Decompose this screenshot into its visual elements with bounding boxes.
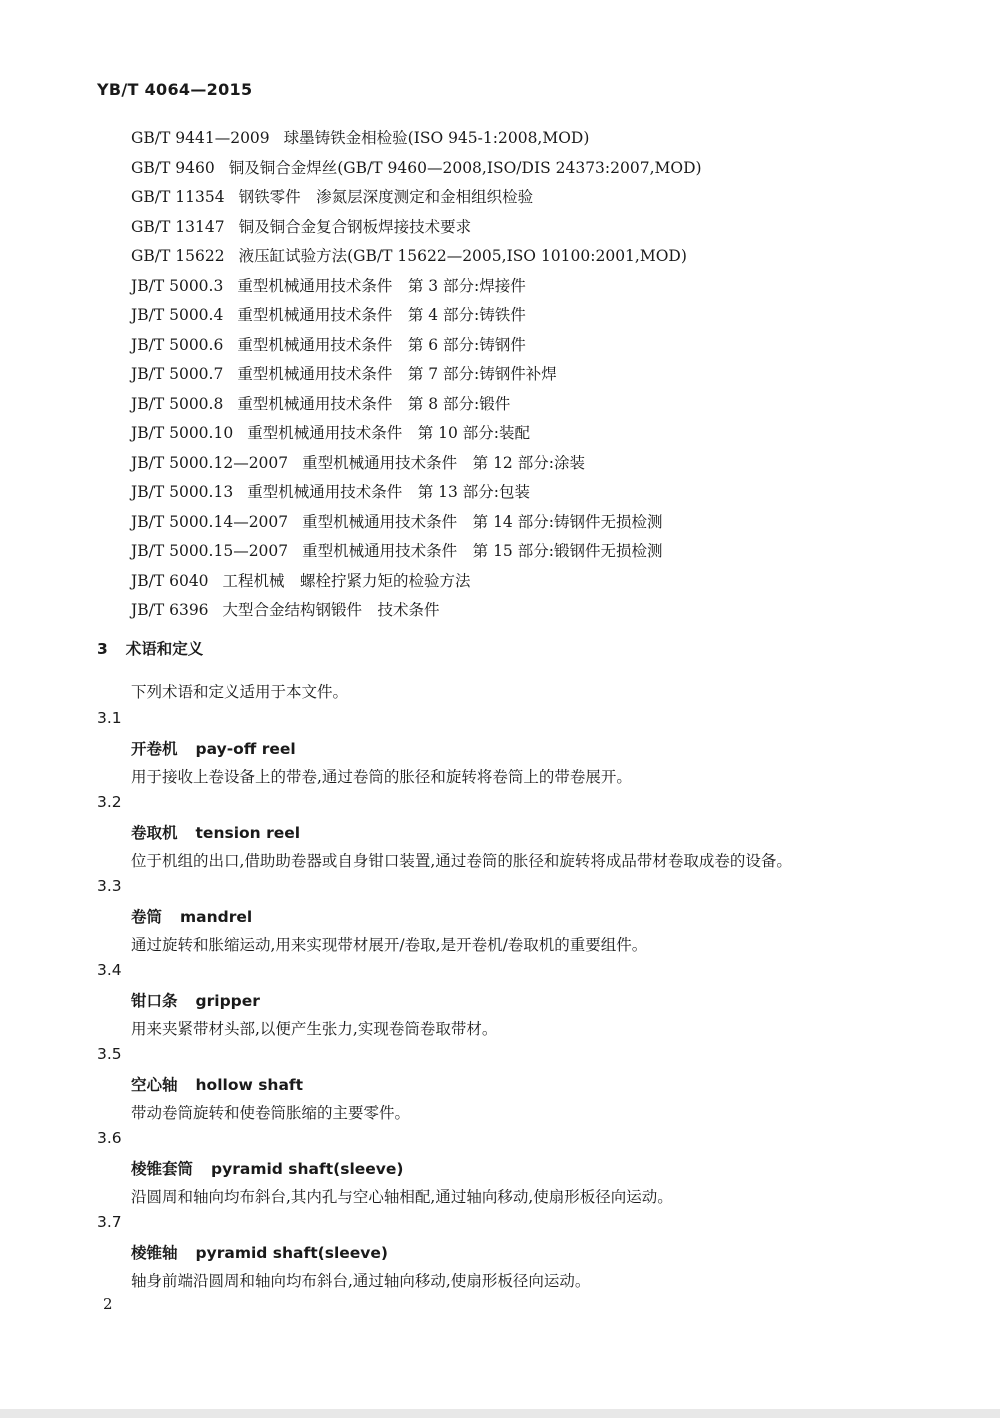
reference-title: 重型机械通用技术条件 第 15 部分:锻钢件无损检测 — [302, 542, 663, 560]
reference-item — [131, 154, 971, 184]
term-number: 3.5 — [97, 1045, 122, 1063]
term-definition: 带动卷筒旋转和使卷筒胀缩的主要零件。 — [131, 1104, 411, 1122]
term-name — [131, 1073, 303, 1095]
term-zh: 空心轴 — [131, 1076, 178, 1094]
section-title: 术语和定义 — [125, 640, 204, 658]
reference-title: 铜及铜合金焊丝(GB/T 9460—2008,ISO/DIS 24373:2007,MOD) — [228, 158, 702, 177]
term-entry — [97, 1213, 967, 1297]
term-number: 3.6 — [97, 1129, 122, 1147]
reference-code: GB/T 9441—2009 — [131, 129, 270, 147]
term-name — [131, 737, 296, 759]
reference-item — [131, 390, 971, 420]
term-zh: 棱锥套筒 — [131, 1160, 194, 1178]
term-en: tension reel — [195, 824, 301, 842]
term-en: hollow shaft — [195, 1076, 304, 1094]
reference-title: 钢铁零件 渗氮层深度测定和金相组织检验 — [238, 188, 534, 206]
reference-item — [131, 272, 971, 302]
term-zh: 卷筒 — [131, 908, 163, 926]
reference-title: 重型机械通用技术条件 第 3 部分:焊接件 — [237, 276, 526, 295]
term-entry — [97, 793, 967, 877]
reference-item — [131, 242, 971, 272]
term-entry — [97, 709, 967, 793]
reference-item — [131, 449, 971, 479]
reference-item — [131, 360, 971, 390]
reference-code: JB/T 5000.8 — [131, 394, 224, 413]
reference-title: 工程机械 螺栓拧紧力矩的检验方法 — [222, 571, 471, 590]
terms-list — [97, 709, 967, 1297]
reference-code: JB/T 5000.7 — [131, 365, 224, 383]
reference-code: JB/T 5000.3 — [131, 276, 224, 295]
reference-code: JB/T 5000.10 — [131, 424, 234, 442]
term-entry — [97, 1129, 967, 1213]
term-number: 3.1 — [97, 709, 122, 727]
reference-title: 重型机械通用技术条件 第 7 部分:铸钢件补焊 — [237, 365, 557, 383]
reference-item — [131, 567, 971, 597]
reference-title: 重型机械通用技术条件 第 14 部分:铸钢件无损检测 — [302, 512, 663, 531]
term-number: 3.3 — [97, 877, 122, 895]
term-number: 3.4 — [97, 961, 122, 979]
reference-title: 液压缸试验方法(GB/T 15622—2005,ISO 10100:2001,MOD) — [238, 247, 687, 265]
term-name — [131, 1241, 388, 1263]
term-entry — [97, 877, 967, 961]
bottom-edge-strip — [0, 1409, 1000, 1418]
reference-code: JB/T 6396 — [131, 601, 209, 619]
normative-references-list — [131, 124, 971, 626]
reference-title: 重型机械通用技术条件 第 12 部分:涂装 — [302, 453, 585, 472]
reference-code: JB/T 5000.13 — [131, 483, 234, 501]
term-definition: 位于机组的出口,借助助卷器或自身钳口装置,通过卷筒的胀径和旋转将成品带材卷取成卷的设备。 — [131, 852, 792, 870]
reference-title: 重型机械通用技术条件 第 6 部分:铸钢件 — [237, 335, 526, 354]
page-number: 2 — [103, 1295, 113, 1313]
reference-item — [131, 537, 971, 567]
reference-item — [131, 301, 971, 331]
term-definition: 通过旋转和胀缩运动,用来实现带材展开/卷取,是开卷机/卷取机的重要组件。 — [131, 936, 648, 954]
term-en: pay-off reel — [195, 740, 296, 758]
reference-title: 铜及铜合金复合钢板焊接技术要求 — [238, 217, 472, 236]
reference-code: JB/T 6040 — [131, 571, 209, 590]
term-en: gripper — [195, 992, 260, 1010]
reference-code: JB/T 5000.15—2007 — [131, 542, 289, 560]
term-zh: 钳口条 — [131, 992, 178, 1010]
term-number: 3.2 — [97, 793, 122, 811]
reference-title: 重型机械通用技术条件 第 13 部分:包装 — [247, 483, 531, 501]
term-name — [131, 1157, 404, 1179]
reference-code: JB/T 5000.6 — [131, 335, 224, 354]
term-definition: 用来夹紧带材头部,以便产生张力,实现卷筒卷取带材。 — [131, 1020, 498, 1038]
reference-item — [131, 596, 971, 626]
reference-code: JB/T 5000.12—2007 — [131, 453, 289, 472]
term-en: pyramid shaft(sleeve) — [211, 1160, 404, 1178]
reference-title: 重型机械通用技术条件 第 10 部分:装配 — [247, 424, 531, 442]
reference-item — [131, 183, 971, 213]
term-name — [131, 821, 300, 843]
reference-title: 重型机械通用技术条件 第 4 部分:铸铁件 — [237, 306, 526, 324]
reference-title: 大型合金结构钢锻件 技术条件 — [222, 601, 440, 619]
reference-item — [131, 508, 971, 538]
term-name — [131, 905, 252, 927]
term-zh: 卷取机 — [131, 824, 178, 842]
reference-item — [131, 331, 971, 361]
term-en: pyramid shaft(sleeve) — [195, 1244, 388, 1262]
term-entry — [97, 961, 967, 1045]
reference-code: GB/T 11354 — [131, 188, 225, 206]
reference-item — [131, 478, 971, 508]
reference-code: GB/T 9460 — [131, 158, 215, 177]
section-heading — [97, 637, 203, 659]
term-zh: 开卷机 — [131, 740, 178, 758]
standard-code-header: YB/T 4064—2015 — [97, 80, 253, 99]
term-definition: 轴身前端沿圆周和轴向均布斜台,通过轴向移动,使扇形板径向运动。 — [131, 1272, 591, 1290]
term-name — [131, 989, 260, 1011]
term-number: 3.7 — [97, 1213, 122, 1231]
reference-item — [131, 213, 971, 243]
reference-code: JB/T 5000.4 — [131, 306, 224, 324]
term-definition: 用于接收上卷设备上的带卷,通过卷筒的胀径和旋转将卷筒上的带卷展开。 — [131, 768, 632, 786]
term-entry — [97, 1045, 967, 1129]
term-definition: 沿圆周和轴向均布斜台,其内孔与空心轴相配,通过轴向移动,使扇形板径向运动。 — [131, 1188, 673, 1206]
reference-code: JB/T 5000.14—2007 — [131, 512, 289, 531]
reference-item — [131, 124, 971, 154]
section-intro: 下列术语和定义适用于本文件。 — [131, 683, 349, 701]
term-zh: 棱锥轴 — [131, 1244, 178, 1262]
reference-code: GB/T 15622 — [131, 247, 225, 265]
reference-title: 重型机械通用技术条件 第 8 部分:锻件 — [237, 394, 511, 413]
reference-item — [131, 419, 971, 449]
term-en: mandrel — [180, 908, 253, 926]
section-number: 3 — [97, 640, 108, 658]
reference-title: 球墨铸铁金相检验(ISO 945-1:2008,MOD) — [283, 129, 590, 147]
reference-code: GB/T 13147 — [131, 217, 225, 236]
